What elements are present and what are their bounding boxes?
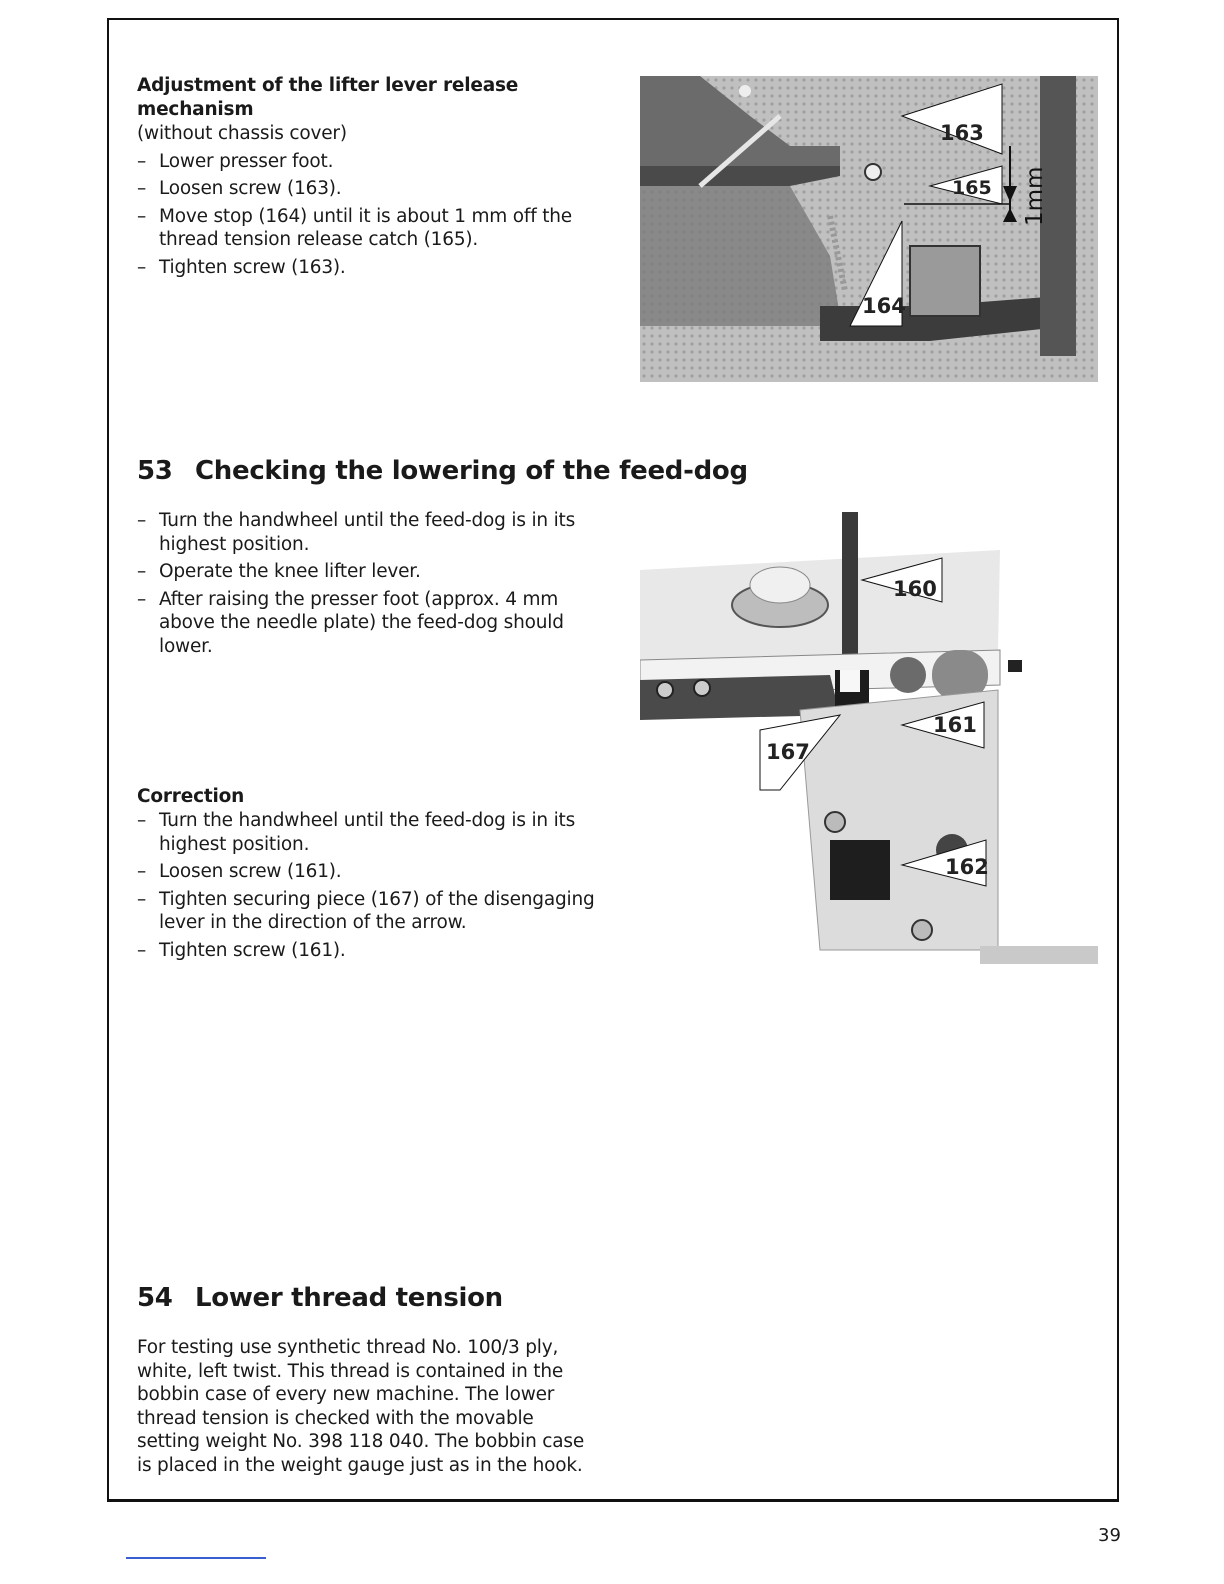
correction-heading: Correction: [137, 786, 245, 807]
section-54-title: Lower thread tension: [195, 1283, 503, 1313]
list-item: – Loosen screw (163).: [137, 177, 607, 201]
label-162: 162: [945, 855, 989, 879]
section-54-paragraph: For testing use synthetic thread No. 100/3 ply, white, left twist. This thread is contained in the bobbin case of every new machine. The lower thread tension is checked with the movable setting weight No. 398 118 040. The bobbin case is placed in the weight gauge just as in the hook.: [137, 1337, 585, 1476]
lifter-mechanism-photo: [640, 76, 1098, 382]
label-1mm: 1mm: [1022, 166, 1048, 226]
section-52-steps: [137, 150, 607, 280]
label-164: 164: [862, 294, 906, 318]
page-number: 39: [1098, 1525, 1121, 1546]
label-161: 161: [933, 713, 977, 737]
label-160: 160: [893, 577, 937, 601]
section-53-steps: [137, 509, 577, 658]
list-item: – Tighten screw (163).: [137, 256, 607, 280]
section-54-number: 54: [137, 1283, 173, 1313]
section-52-text: [137, 74, 607, 283]
list-item: – Loosen screw (161).: [137, 860, 597, 884]
label-167: 167: [766, 740, 810, 764]
feed-dog-photo: [640, 510, 1098, 964]
list-item: – Turn the handwheel until the feed-dog is in its highest position.: [137, 509, 577, 556]
list-item: – Operate the knee lifter lever.: [137, 560, 577, 584]
list-item: – Turn the handwheel until the feed-dog is in its highest position.: [137, 809, 597, 856]
section-53-title: Checking the lowering of the feed-dog: [195, 456, 748, 486]
label-165: 165: [952, 177, 992, 199]
footer-underline: [126, 1557, 266, 1559]
list-item: – Move stop (164) until it is about 1 mm off the thread tension release catch (165).: [137, 205, 607, 252]
label-163: 163: [940, 121, 984, 145]
section-53-number: 53: [137, 456, 173, 486]
list-item: – After raising the presser foot (approx. 4 mm above the needle plate) the feed-dog should lower.: [137, 588, 577, 659]
list-item: – Tighten securing piece (167) of the disengaging lever in the direction of the arrow.: [137, 888, 597, 935]
section-53-correction: [137, 785, 597, 966]
section-54-heading: [137, 1282, 503, 1314]
section-52-heading: Adjustment of the lifter lever release mechanism: [137, 75, 519, 120]
section-53-steps-block: [137, 509, 577, 662]
section-53-heading: [137, 455, 748, 487]
section-52-subheading: (without chassis cover): [137, 123, 347, 144]
correction-steps: [137, 809, 597, 962]
list-item: – Tighten screw (161).: [137, 939, 597, 963]
list-item: – Lower presser foot.: [137, 150, 607, 174]
